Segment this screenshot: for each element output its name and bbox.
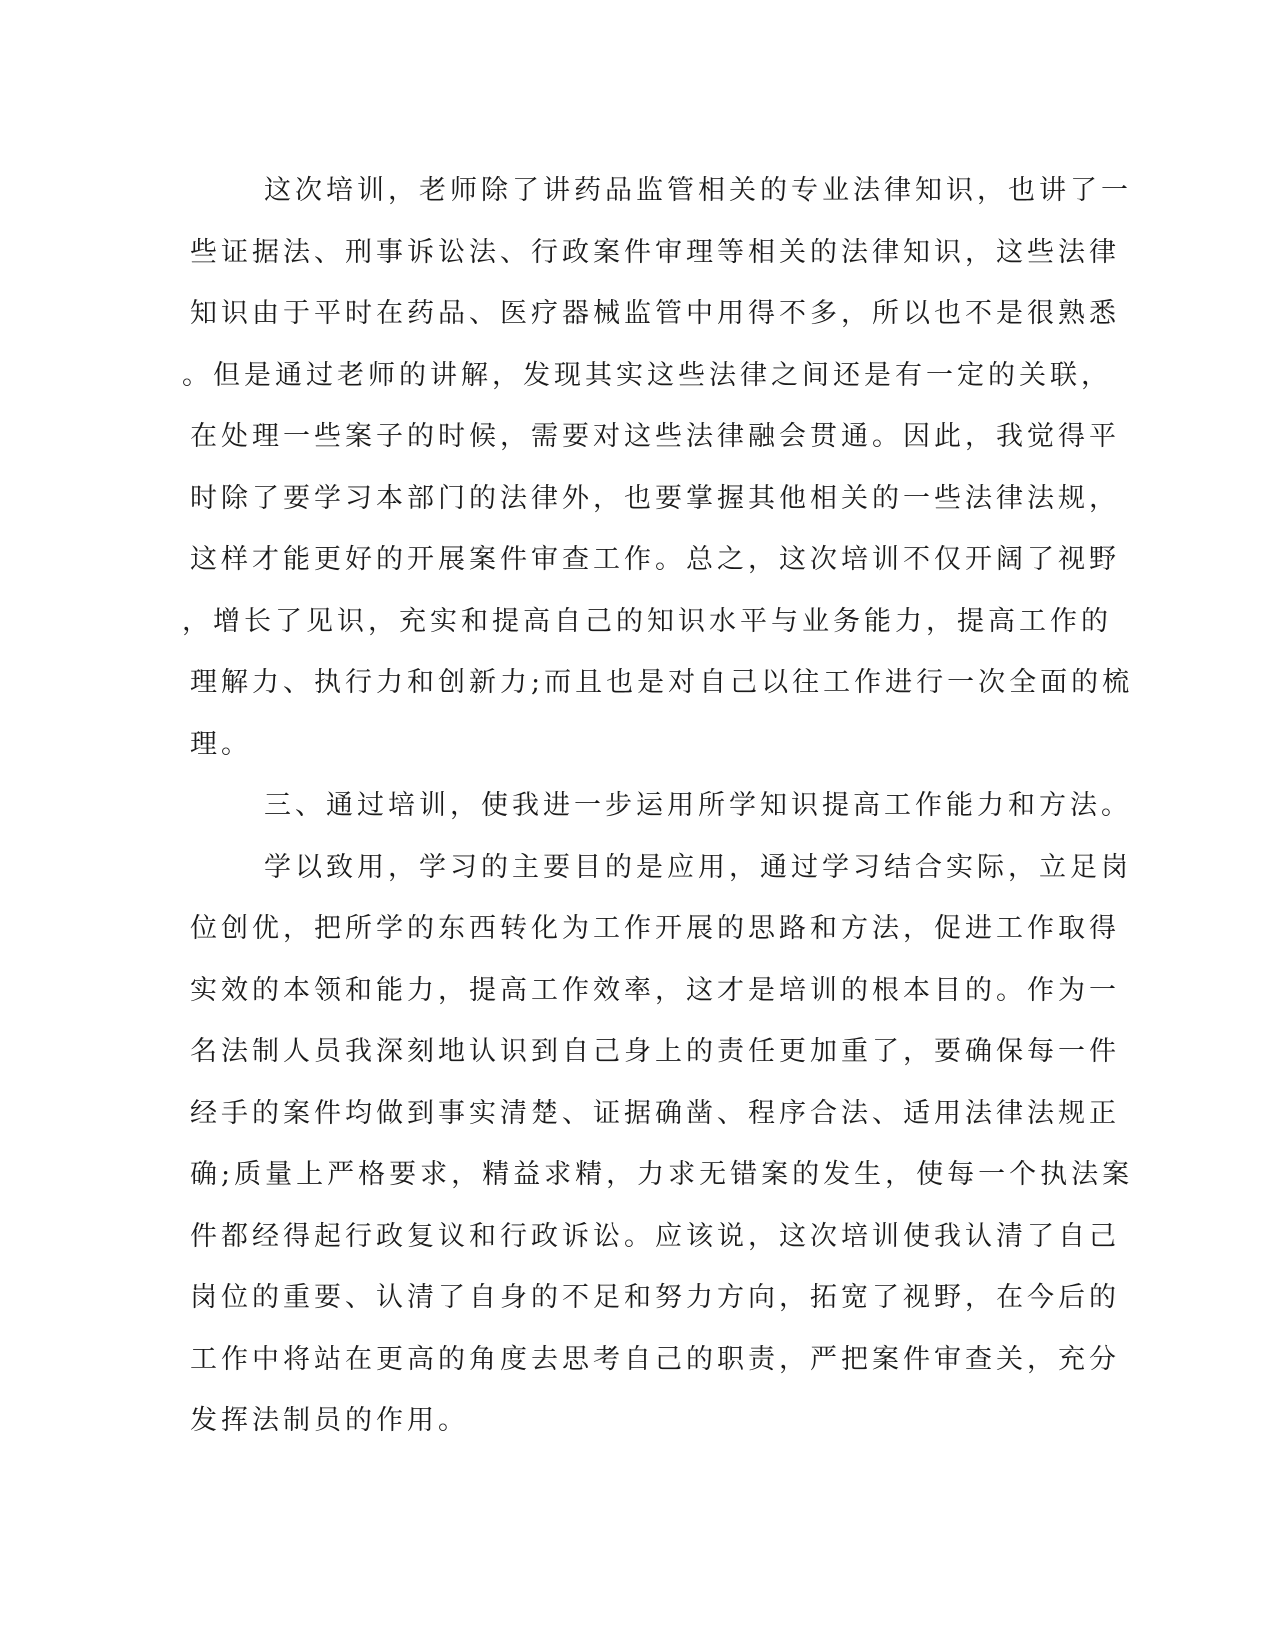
paragraph-training-law-knowledge <box>182 160 1134 775</box>
paragraph-line: 。但是通过老师的讲解，发现其实这些法律之间还是有一定的关联， <box>182 359 1112 391</box>
paragraph-line: 时除了要学习本部门的法律外，也要掌握其他相关的一些法律法规， <box>190 482 1120 514</box>
paragraph-line: 理。 <box>190 728 252 760</box>
paragraph-line: 理解力、执行力和创新力;而且也是对自己以往工作进行一次全面的梳 <box>190 667 1134 698</box>
paragraph-line: 发挥法制员的作用。 <box>190 1405 469 1436</box>
paragraph-line: 实效的本领和能力，提高工作效率，这才是培训的根本目的。作为一 <box>190 974 1120 1006</box>
paragraph-line: 位创优，把所学的东西转化为工作开展的思路和方法，促进工作取得 <box>190 913 1120 944</box>
paragraph-line: 这样才能更好的开展案件审查工作。总之，这次培训不仅开阔了视野 <box>190 544 1120 575</box>
paragraph-line: 确;质量上严格要求，精益求精，力求无错案的发生，使每一个执法案 <box>190 1159 1134 1190</box>
paragraph-line: 学以致用，学习的主要目的是应用，通过学习结合实际，立足岗 <box>264 851 1132 883</box>
paragraph-line: 件都经得起行政复议和行政诉讼。应该说，这次培训使我认清了自己 <box>190 1220 1120 1252</box>
section-heading-3: 三、通过培训，使我进一步运用所学知识提高工作能力和方法。 <box>264 790 1132 821</box>
paragraph-line: 名法制人员我深刻地认识到自己身上的责任更加重了，要确保每一件 <box>190 1036 1120 1067</box>
paragraph-line: 工作中将站在更高的角度去思考自己的职责，严把案件审查关，充分 <box>190 1343 1120 1375</box>
paragraph-line: 在处理一些案子的时候，需要对这些法律融会贯通。因此，我觉得平 <box>190 421 1120 452</box>
paragraph-line: 这次培训，老师除了讲药品监管相关的专业法律知识，也讲了一 <box>264 175 1132 206</box>
paragraph-line: 经手的案件均做到事实清楚、证据确凿、程序合法、适用法律法规正 <box>190 1097 1120 1129</box>
document-body <box>182 160 1134 1452</box>
paragraph-line: 岗位的重要、认清了自身的不足和努力方向，拓宽了视野，在今后的 <box>190 1282 1120 1313</box>
paragraph-line: ，增长了见识，充实和提高自己的知识水平与业务能力，提高工作的 <box>182 605 1112 637</box>
paragraph-line: 知识由于平时在药品、医疗器械监管中用得不多，所以也不是很熟悉 <box>190 298 1120 329</box>
paragraph-apply-knowledge <box>190 837 1134 1452</box>
paragraph-line: 些证据法、刑事诉讼法、行政案件审理等相关的法律知识，这些法律 <box>190 236 1120 268</box>
